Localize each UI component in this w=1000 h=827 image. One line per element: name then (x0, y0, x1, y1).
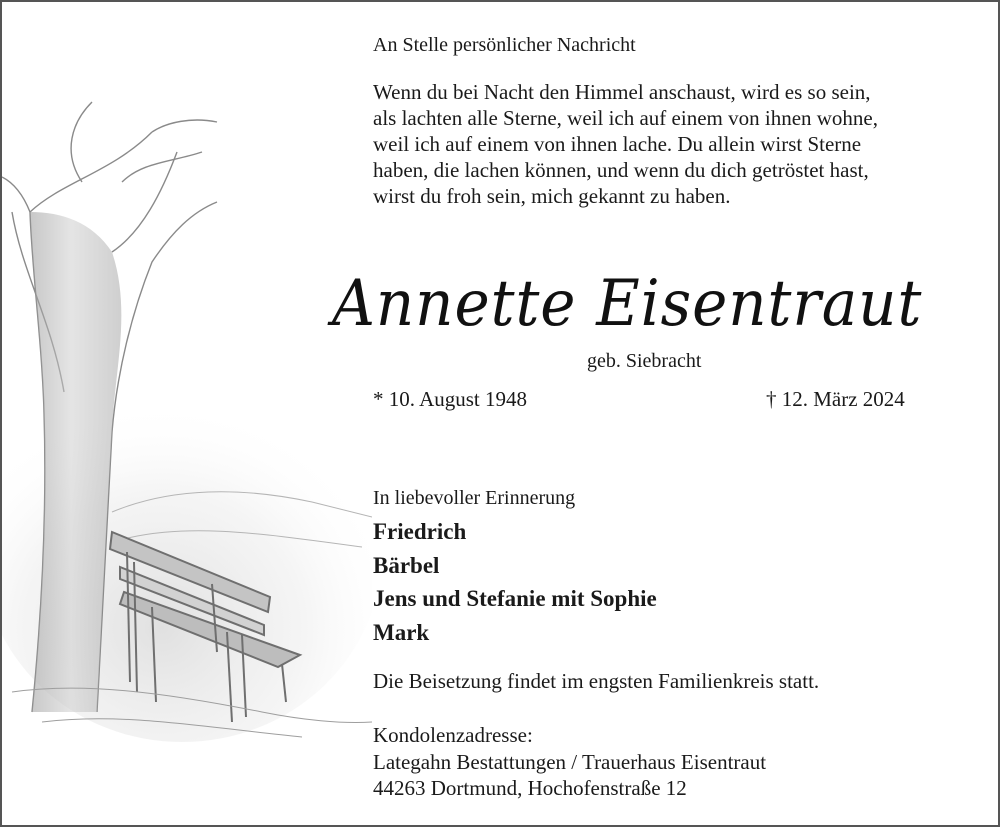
birth-date: * 10. August 1948 (373, 387, 528, 411)
poem-line: haben, die lachen können, und wenn du dich getröstet hast, (373, 158, 869, 182)
maiden-name: geb. Siebracht (587, 350, 702, 372)
poem (373, 79, 878, 209)
condolence-label: Kondolenzadresse: (373, 723, 533, 747)
death-date: † 12. März 2024 (766, 387, 905, 411)
poem-line: wirst du froh sein, mich gekannt zu haben. (373, 184, 731, 208)
mourner-name: Jens und Stefanie mit Sophie (373, 586, 657, 611)
mourners-list (373, 515, 657, 649)
funeral-note: Die Beisetzung findet im engsten Familienkreis statt. (373, 669, 820, 693)
deceased-name: Annette Eisentraut (332, 267, 923, 341)
tree-and-bench-illustration (2, 92, 372, 742)
intro-line: An Stelle persönlicher Nachricht (373, 34, 636, 56)
condolence-address (373, 722, 766, 802)
mourner-name: Bärbel (373, 552, 440, 578)
poem-line: Wenn du bei Nacht den Himmel anschaust, wird es so sein, (373, 80, 871, 104)
condolence-line: Lategahn Bestattungen / Trauerhaus Eisentraut (373, 749, 767, 774)
remembrance-line: In liebevoller Erinnerung (373, 487, 576, 509)
mourner-name: Friedrich (373, 519, 467, 544)
mourner-name: Mark (373, 619, 430, 645)
poem-line: weil ich auf einem von ihnen lache. Du allein wirst Sterne (373, 132, 862, 156)
condolence-line: 44263 Dortmund, Hochofenstraße 12 (373, 776, 687, 800)
poem-line: als lachten alle Sterne, weil ich auf einem von ihnen wohne, (373, 106, 878, 130)
